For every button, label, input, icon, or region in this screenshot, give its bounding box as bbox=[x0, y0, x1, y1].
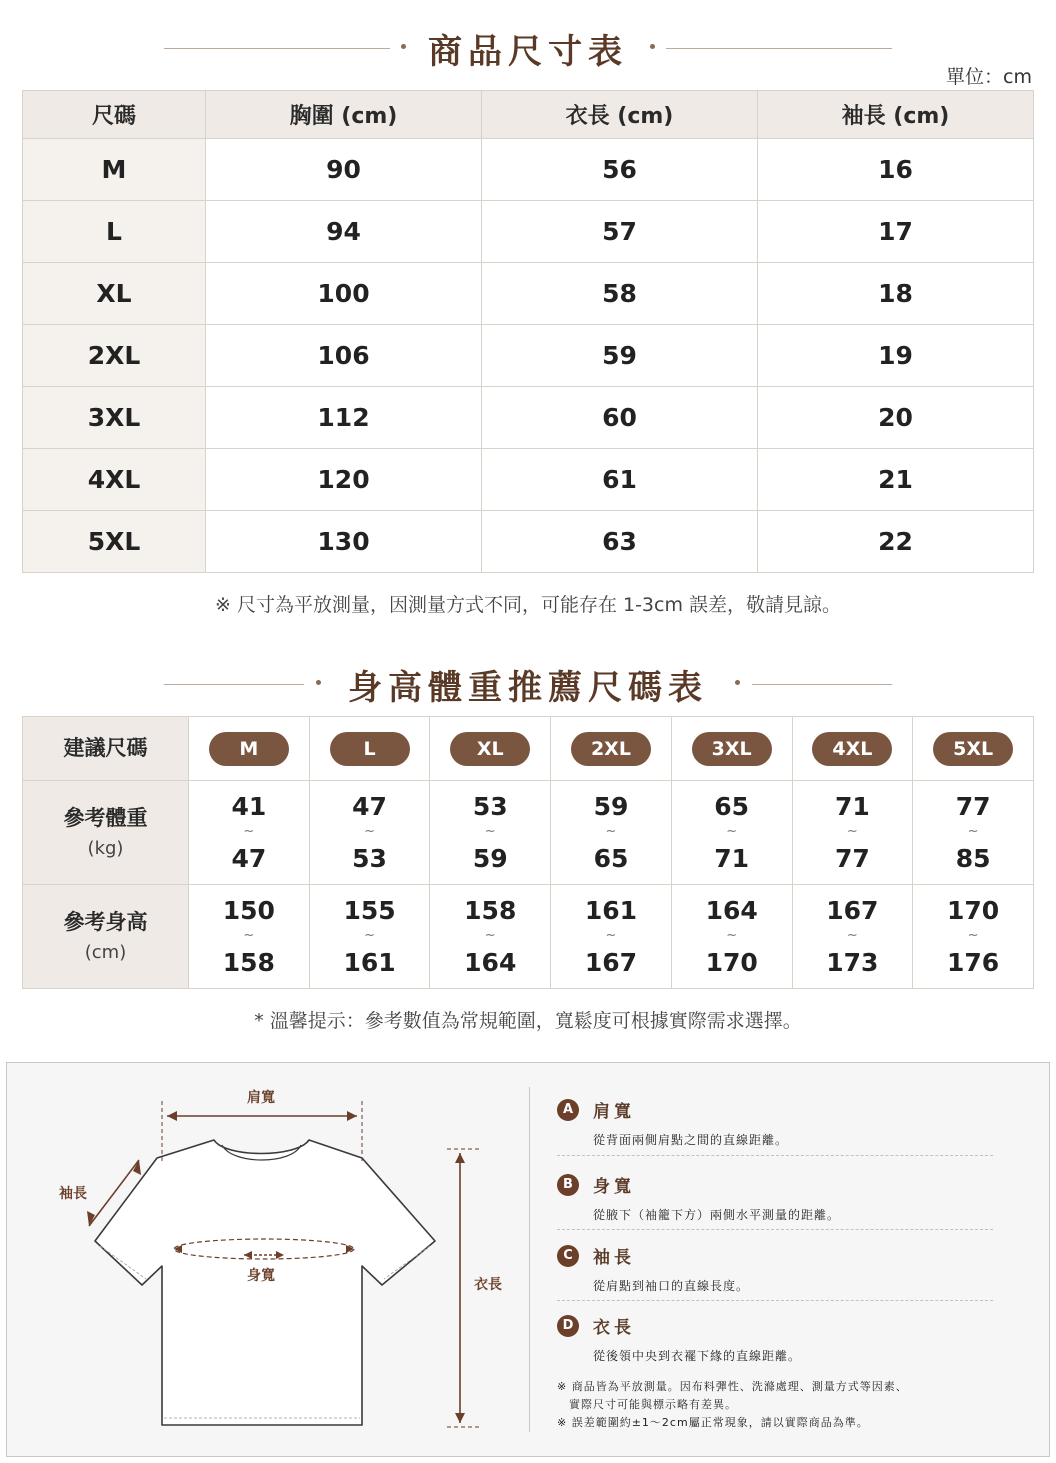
weight-max: 65 bbox=[593, 844, 629, 873]
size-cell: 3XL bbox=[23, 387, 206, 449]
sleeve-cell: 18 bbox=[758, 263, 1034, 325]
row-label-size bbox=[23, 717, 189, 781]
height-min: 155 bbox=[343, 896, 396, 925]
weight-max: 59 bbox=[472, 844, 508, 873]
sleeve-cell: 16 bbox=[758, 139, 1034, 201]
height-cell bbox=[913, 885, 1034, 989]
range-tilde: ~ bbox=[726, 928, 738, 943]
sleeve-cell: 19 bbox=[758, 325, 1034, 387]
weight-cell bbox=[309, 781, 430, 885]
size-chart-title-bar bbox=[0, 24, 1056, 74]
title-rule-right bbox=[752, 684, 892, 685]
title-rule-right bbox=[666, 48, 892, 49]
size-pill-cell bbox=[913, 717, 1034, 781]
height-row bbox=[23, 885, 1034, 989]
table-row bbox=[23, 387, 1034, 449]
guide-item-desc: 從背面兩側肩點之間的直線距離。 bbox=[593, 1133, 789, 1147]
table-row bbox=[23, 325, 1034, 387]
title-dot-right bbox=[650, 44, 655, 49]
range-tilde: ~ bbox=[605, 928, 617, 943]
length-arrowhead-bottom bbox=[455, 1413, 465, 1423]
length-arrowhead-top bbox=[455, 1153, 465, 1163]
length-cell: 56 bbox=[482, 139, 758, 201]
tshirt-diagram bbox=[7, 1063, 507, 1458]
row-label-weight-text: 參考體重 bbox=[63, 806, 148, 831]
badge-d: D bbox=[557, 1315, 579, 1337]
chest-cell: 130 bbox=[206, 511, 482, 573]
guide-item-name: 衣長 bbox=[593, 1318, 635, 1338]
weight-max: 47 bbox=[231, 844, 267, 873]
measurement-guide bbox=[6, 1062, 1050, 1457]
guide-divider bbox=[529, 1087, 530, 1432]
range-tilde: ~ bbox=[484, 928, 496, 943]
guide-item-name: 身寬 bbox=[593, 1177, 635, 1197]
size-pill-3xl: 3XL bbox=[692, 732, 772, 766]
chest-cell: 106 bbox=[206, 325, 482, 387]
height-cell bbox=[551, 885, 672, 989]
diagram-label-chest: 身寬 bbox=[247, 1268, 275, 1284]
size-cell: L bbox=[23, 201, 206, 263]
recommend-table bbox=[22, 716, 1034, 989]
range-tilde: ~ bbox=[846, 824, 858, 839]
height-min: 150 bbox=[222, 896, 275, 925]
height-min: 158 bbox=[464, 896, 517, 925]
fine-print-line: ※ 誤差範圍約±1～2cm屬正常現象，請以實際商品為準。 bbox=[557, 1416, 869, 1429]
length-cell: 58 bbox=[482, 263, 758, 325]
table-row bbox=[23, 511, 1034, 573]
size-cell: XL bbox=[23, 263, 206, 325]
range-tilde: ~ bbox=[726, 824, 738, 839]
range-tilde: ~ bbox=[484, 824, 496, 839]
weight-max: 71 bbox=[714, 844, 750, 873]
size-pill-l: L bbox=[330, 732, 410, 766]
table-row bbox=[23, 449, 1034, 511]
height-max: 170 bbox=[705, 948, 758, 977]
weight-min: 41 bbox=[231, 792, 267, 821]
row-label-height-text: 參考身高 bbox=[63, 910, 148, 935]
size-pill-m: M bbox=[209, 732, 289, 766]
size-chart-note: ※ 尺寸為平放測量，因測量方式不同，可能存在 1-3cm 誤差，敬請見諒。 bbox=[214, 594, 842, 616]
height-cell bbox=[792, 885, 913, 989]
weight-cell bbox=[671, 781, 792, 885]
col-header-sleeve: 袖長 (cm) bbox=[758, 91, 1034, 139]
size-pill-4xl: 4XL bbox=[812, 732, 892, 766]
height-min: 167 bbox=[826, 896, 879, 925]
height-max: 176 bbox=[947, 948, 1000, 977]
row-unit-weight: (kg) bbox=[87, 837, 124, 859]
weight-max: 53 bbox=[352, 844, 387, 873]
fine-print bbox=[557, 1378, 908, 1432]
weight-row bbox=[23, 781, 1034, 885]
table-row bbox=[23, 263, 1034, 325]
range-tilde: ~ bbox=[243, 928, 255, 943]
height-cell bbox=[189, 885, 310, 989]
sleeve-cell: 17 bbox=[758, 201, 1034, 263]
weight-min: 65 bbox=[714, 792, 750, 821]
height-max: 173 bbox=[826, 948, 879, 977]
weight-cell bbox=[913, 781, 1034, 885]
size-pill-cell bbox=[430, 717, 551, 781]
range-tilde: ~ bbox=[605, 824, 617, 839]
weight-min: 71 bbox=[834, 792, 870, 821]
weight-cell bbox=[189, 781, 310, 885]
size-chart-title: 商品尺寸表 bbox=[428, 32, 628, 72]
recommend-title: 身高體重推薦尺碼表 bbox=[348, 668, 708, 708]
chest-cell: 120 bbox=[206, 449, 482, 511]
chest-cell: 112 bbox=[206, 387, 482, 449]
weight-min: 53 bbox=[472, 792, 508, 821]
shoulder-arrowhead-left bbox=[167, 1111, 177, 1121]
length-cell: 61 bbox=[482, 449, 758, 511]
weight-min: 47 bbox=[352, 792, 387, 821]
height-min: 170 bbox=[947, 896, 1000, 925]
col-header-length: 衣長 (cm) bbox=[482, 91, 758, 139]
size-row bbox=[23, 717, 1034, 781]
diagram-label-shoulder: 肩寬 bbox=[247, 1090, 275, 1106]
title-dot-right bbox=[735, 680, 740, 685]
height-max: 158 bbox=[222, 948, 275, 977]
sleeve-cell: 22 bbox=[758, 511, 1034, 573]
range-tilde: ~ bbox=[243, 824, 255, 839]
row-label-height bbox=[23, 885, 189, 989]
range-tilde: ~ bbox=[967, 928, 979, 943]
height-min: 164 bbox=[705, 896, 758, 925]
sleeve-cell: 20 bbox=[758, 387, 1034, 449]
fine-print-line: 實際尺寸可能與標示略有差異。 bbox=[557, 1398, 737, 1411]
size-chart-table bbox=[22, 90, 1034, 573]
length-cell: 60 bbox=[482, 387, 758, 449]
table-row bbox=[23, 201, 1034, 263]
guide-item-desc: 從腋下（袖籠下方）兩側水平測量的距離。 bbox=[593, 1208, 841, 1222]
size-cell: M bbox=[23, 139, 206, 201]
guide-separator bbox=[557, 1229, 993, 1230]
fine-print-line: ※ 商品皆為平放測量。因布料彈性、洗滌處理、測量方式等因素、 bbox=[557, 1380, 908, 1393]
length-cell: 57 bbox=[482, 201, 758, 263]
size-pill-cell bbox=[792, 717, 913, 781]
row-unit-height: (cm) bbox=[84, 941, 127, 963]
guide-item-desc: 從肩點到袖口的直線長度。 bbox=[593, 1279, 750, 1293]
height-cell bbox=[430, 885, 551, 989]
guide-separator bbox=[557, 1155, 993, 1156]
size-pill-2xl: 2XL bbox=[571, 732, 651, 766]
weight-cell bbox=[551, 781, 672, 885]
guide-item-name: 肩寬 bbox=[593, 1102, 635, 1122]
diagram-label-sleeve: 袖長 bbox=[59, 1186, 87, 1202]
height-cell bbox=[309, 885, 430, 989]
guide-item-name: 袖長 bbox=[593, 1248, 635, 1268]
size-pill-5xl: 5XL bbox=[933, 732, 1013, 766]
col-header-size: 尺碼 bbox=[23, 91, 206, 139]
size-pill-cell bbox=[309, 717, 430, 781]
length-cell: 63 bbox=[482, 511, 758, 573]
col-header-chest: 胸圍 (cm) bbox=[206, 91, 482, 139]
height-cell bbox=[671, 885, 792, 989]
badge-b: B bbox=[557, 1174, 579, 1196]
size-pill-cell bbox=[189, 717, 310, 781]
size-cell: 5XL bbox=[23, 511, 206, 573]
size-cell: 4XL bbox=[23, 449, 206, 511]
size-cell: 2XL bbox=[23, 325, 206, 387]
range-tilde: ~ bbox=[364, 928, 375, 943]
range-tilde: ~ bbox=[364, 824, 375, 839]
height-max: 161 bbox=[343, 948, 396, 977]
range-tilde: ~ bbox=[967, 824, 979, 839]
chest-cell: 90 bbox=[206, 139, 482, 201]
size-chart-header-row bbox=[23, 91, 1034, 139]
recommend-note: * 溫馨提示：參考數值為常規範圍，寬鬆度可根據實際需求選擇。 bbox=[254, 1010, 802, 1032]
weight-cell bbox=[792, 781, 913, 885]
row-label-size-text: 建議尺碼 bbox=[63, 735, 148, 760]
table-row bbox=[23, 139, 1034, 201]
height-max: 164 bbox=[464, 948, 517, 977]
weight-max: 77 bbox=[834, 844, 870, 873]
range-tilde: ~ bbox=[846, 928, 858, 943]
chest-cell: 94 bbox=[206, 201, 482, 263]
weight-cell bbox=[430, 781, 551, 885]
diagram-label-length: 衣長 bbox=[474, 1277, 502, 1293]
recommend-title-bar bbox=[0, 660, 1056, 710]
unit-label: 單位：cm bbox=[946, 66, 1032, 88]
guide-separator bbox=[557, 1300, 993, 1301]
size-pill-cell bbox=[671, 717, 792, 781]
height-min: 161 bbox=[584, 896, 638, 925]
sleeve-cell: 21 bbox=[758, 449, 1034, 511]
shoulder-arrowhead-right bbox=[347, 1111, 357, 1121]
size-pill-xl: XL bbox=[450, 732, 530, 766]
weight-min: 59 bbox=[593, 792, 629, 821]
row-label-weight bbox=[23, 781, 189, 885]
badge-c: C bbox=[557, 1245, 579, 1267]
chest-cell: 100 bbox=[206, 263, 482, 325]
badge-a: A bbox=[557, 1099, 579, 1121]
length-cell: 59 bbox=[482, 325, 758, 387]
weight-min: 77 bbox=[955, 792, 991, 821]
size-pill-cell bbox=[551, 717, 672, 781]
height-max: 167 bbox=[584, 948, 638, 977]
weight-max: 85 bbox=[955, 844, 991, 873]
guide-item-desc: 從後領中央到衣襬下緣的直線距離。 bbox=[593, 1349, 802, 1363]
